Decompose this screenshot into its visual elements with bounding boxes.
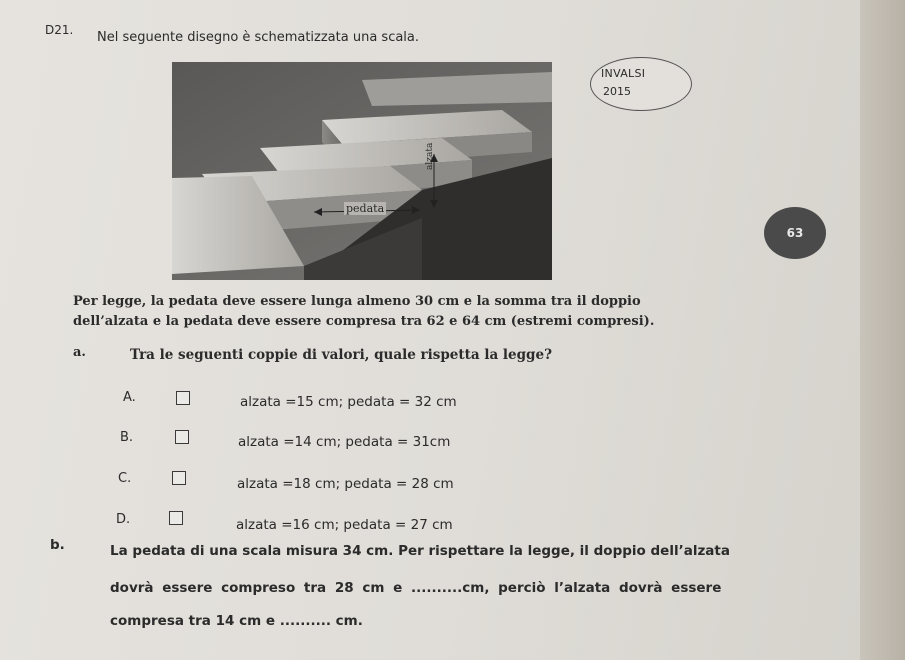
part-a-question: Tra le seguenti coppie di valori, quale rispetta la legge?	[130, 347, 552, 363]
staircase-photo	[172, 62, 552, 280]
option-b-letter: B.	[120, 430, 134, 445]
option-a-text: alzata =15 cm; pedata = 32 cm	[240, 394, 457, 410]
option-c-text: alzata =18 cm; pedata = 28 cm	[237, 476, 454, 492]
option-d-text: alzata =16 cm; pedata = 27 cm	[236, 517, 453, 533]
option-d-checkbox[interactable]	[169, 511, 183, 525]
label-alzata: alzata	[425, 142, 435, 170]
option-d-letter: D.	[116, 512, 131, 527]
part-b-line-2: dovrà essere compreso tra 28 cm e ..........cm, perciò l’alzata dovrà essere	[110, 580, 722, 596]
rule-line-1: Per legge, la pedata deve essere lunga almeno 30 cm e la somma tra il doppio	[73, 294, 641, 309]
invalsi-badge	[590, 57, 692, 111]
page-edge	[860, 0, 905, 660]
part-b-line-1: La pedata di una scala misura 34 cm. Per rispettare la legge, il doppio dell’alzata	[110, 543, 730, 559]
question-id: D21.	[45, 23, 74, 37]
page-number-badge	[764, 207, 826, 259]
option-a-letter: A.	[123, 390, 136, 405]
option-c-checkbox[interactable]	[172, 471, 186, 485]
label-pedata: pedata	[346, 202, 385, 215]
badge-line1: INVALSI	[601, 67, 646, 80]
option-c-letter: C.	[118, 471, 132, 486]
badge-line2: 2015	[603, 85, 631, 98]
part-a-letter: a.	[73, 345, 86, 360]
question-title: Nel seguente disegno è schematizzata una scala.	[97, 30, 420, 45]
rule-line-2: dell’alzata e la pedata deve essere compresa tra 62 e 64 cm (estremi compresi).	[73, 314, 655, 329]
option-b-checkbox[interactable]	[175, 430, 189, 444]
part-b-line-3: compresa tra 14 cm e .......... cm.	[110, 613, 363, 629]
option-a-checkbox[interactable]	[176, 391, 190, 405]
staircase-illustration	[172, 62, 552, 280]
option-b-text: alzata =14 cm; pedata = 31cm	[238, 434, 451, 450]
page-number: 63	[786, 226, 804, 240]
part-b-letter: b.	[50, 537, 65, 553]
